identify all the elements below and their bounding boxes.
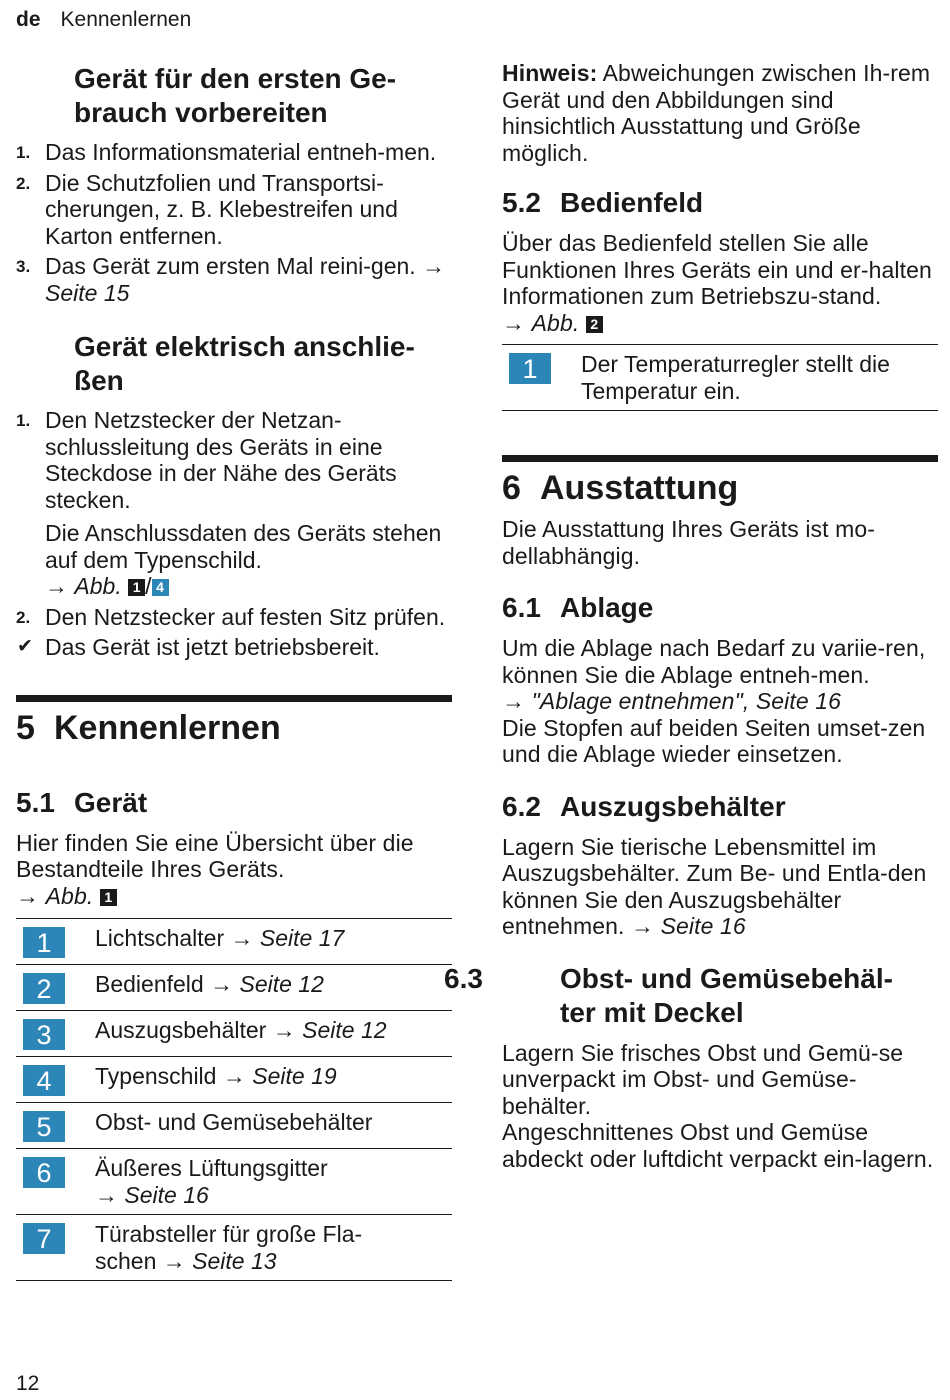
arrow-icon: → <box>210 971 234 997</box>
section-6-1-text: Um die Ablage nach Bedarf zu variie-ren, können Sie die Ablage entneh-men. → "Ablage entnehmen", Seite 16 Die Stopfen auf beiden Seiten umset-zen und die Ablage wieder einsetzen. <box>502 635 926 767</box>
arrow-icon: → <box>45 573 68 599</box>
figure-reference[interactable]: Abb. <box>74 573 122 599</box>
section-6-3-heading: 6.3 Obst- und Gemüsebehäl- ter mit Deckel <box>444 962 893 1028</box>
list-item: 3. Das Gerät zum ersten Mal reini-gen. → Seite 15 <box>16 253 446 306</box>
number-badge: 2 <box>23 973 65 1004</box>
arrow-icon: → <box>502 309 526 336</box>
header-title: Kennenlernen <box>60 8 192 31</box>
chapter-rule <box>16 695 452 702</box>
section-6-2-text: Lagern Sie tierische Lebensmittel im Auszugsbehälter. Zum Be- und Entla-den können Sie den Auszugsbehälter entnehmen. → Seite 16 <box>502 833 927 939</box>
table-row: 4 Typenschild → Seite 19 <box>16 1057 452 1103</box>
table-row: 6 Äußeres Lüftungsgitter → Seite 16 <box>16 1149 452 1215</box>
table-row: 1 Der Temperaturregler stellt die Temperatur ein. <box>502 345 938 411</box>
arrow-icon: → <box>422 253 446 279</box>
number-badge: 7 <box>23 1223 65 1254</box>
language-code: de <box>16 8 41 31</box>
left-column <box>16 60 452 1281</box>
number-badge: 6 <box>23 1157 65 1188</box>
section-4-4-heading: Gerät für den ersten Ge- brauch vorbereiten <box>74 63 397 128</box>
chapter-6-heading: 6 Ausstattung <box>502 469 739 507</box>
page-reference-link[interactable]: "Ablage entnehmen", Seite 16 <box>531 688 842 714</box>
table-row: 3 Auszugsbehälter → Seite 12 <box>16 1011 452 1057</box>
chapter-5-heading: 5 Kennenlernen <box>16 708 281 747</box>
page-reference-link[interactable]: Seite 12 <box>302 1017 387 1043</box>
section-4-5-heading: Gerät elektrisch anschlie- ßen <box>74 331 415 396</box>
page-reference-link[interactable]: Seite 16 <box>124 1181 209 1208</box>
arrow-icon: → <box>630 913 655 939</box>
section-5-2-heading: 5.2 Bedienfeld <box>502 187 704 218</box>
list-item: 2. Die Schutzfolien und Transportsi-cherungen, z. B. Klebestreifen und Karton entfernen. <box>16 169 398 249</box>
table-row: 7 Türabsteller für große Fla-schen → Seite 13 <box>16 1215 452 1281</box>
page-reference-link[interactable]: Seite 13 <box>192 1247 277 1274</box>
figure-badge: 2 <box>586 316 603 333</box>
list-item: 1. Den Netzstecker der Netzan-schlussleitung des Geräts in eine Steckdose in der Nähe des Geräts stecken. Die Anschlussdaten des Geräts stehen auf dem Typenschild. → Abb. 1 / 4 <box>16 407 442 599</box>
figure-badge: 4 <box>152 579 169 596</box>
arrow-icon: → <box>222 1063 246 1089</box>
checkmark-icon: ✔ <box>17 636 33 657</box>
section-6-3-text: Lagern Sie frisches Obst und Gemü-se unverpackt im Obst- und Gemüse-behälter. Angeschnittenes Obst und Gemüse abdeckt oder luftdicht verpackt ein-lagern. <box>502 1039 934 1172</box>
hint-label: Hinweis: <box>502 60 598 86</box>
arrow-icon: → <box>95 1181 118 1208</box>
hint-note: Hinweis: Abweichungen zwischen Ih-rem Gerät und den Abbildungen sind hinsichtlich Ausstattung und Größe möglich. <box>502 60 931 166</box>
chapter-6-text: Die Ausstattung Ihres Geräts ist mo-dellabhängig. <box>502 516 876 569</box>
connection-steps <box>16 407 452 630</box>
list-item: 1. Das Informationsmaterial entneh-men. <box>16 139 437 165</box>
section-6-1-heading: 6.1 Ablage <box>502 592 654 623</box>
page-reference-link[interactable]: Seite 17 <box>259 925 345 951</box>
number-badge: 3 <box>23 1019 65 1050</box>
section-6-2-heading: 6.2 Auszugsbehälter <box>502 790 786 822</box>
chapter-rule <box>502 455 938 462</box>
arrow-icon: → <box>272 1017 296 1043</box>
figure-badge: 1 <box>128 579 145 596</box>
preparation-steps <box>16 139 452 306</box>
section-5-2-text: Über das Bedienfeld stellen Sie alle Funktionen Ihres Geräts ein und er-halten Informationen zum Betriebszu-stand. → Abb. 2 <box>502 230 932 336</box>
control-panel-table <box>502 344 938 411</box>
table-row: 2 Bedienfeld → Seite 12 <box>16 965 452 1011</box>
arrow-icon: → <box>230 925 254 951</box>
arrow-icon: → <box>16 882 40 909</box>
result-line: ✔ Das Gerät ist jetzt betriebsbereit. <box>17 634 380 660</box>
right-column <box>444 60 938 1172</box>
table-row: 1 Lichtschalter → Seite 17 <box>16 919 452 965</box>
number-badge: 4 <box>23 1065 65 1096</box>
figure-reference[interactable]: Abb. <box>45 882 94 909</box>
number-badge: 1 <box>23 927 65 958</box>
page-reference-link[interactable]: Seite 12 <box>239 971 324 997</box>
section-5-1-heading: 5.1 Gerät <box>16 786 148 818</box>
parts-table <box>16 918 452 1281</box>
list-item: 2. Den Netzstecker auf festen Sitz prüfen. <box>16 603 446 630</box>
table-row: 5 Obst- und Gemüsebehälter <box>16 1103 452 1149</box>
figure-reference[interactable]: Abb. <box>531 309 580 336</box>
number-badge: 1 <box>509 353 551 384</box>
section-5-1-intro: Hier finden Sie eine Übersicht über die Bestandteile Ihres Geräts. → Abb. 1 <box>16 829 414 909</box>
arrow-icon: → <box>162 1247 186 1274</box>
number-badge: 5 <box>23 1111 65 1142</box>
page-number: 12 <box>16 1372 40 1395</box>
page-reference-link[interactable]: Seite 19 <box>252 1063 337 1089</box>
arrow-icon: → <box>502 688 526 714</box>
page-reference-link[interactable]: Seite 15 <box>45 279 130 306</box>
figure-badge: 1 <box>100 889 117 906</box>
page-header <box>16 8 191 32</box>
page-reference-link[interactable]: Seite 16 <box>660 913 746 939</box>
